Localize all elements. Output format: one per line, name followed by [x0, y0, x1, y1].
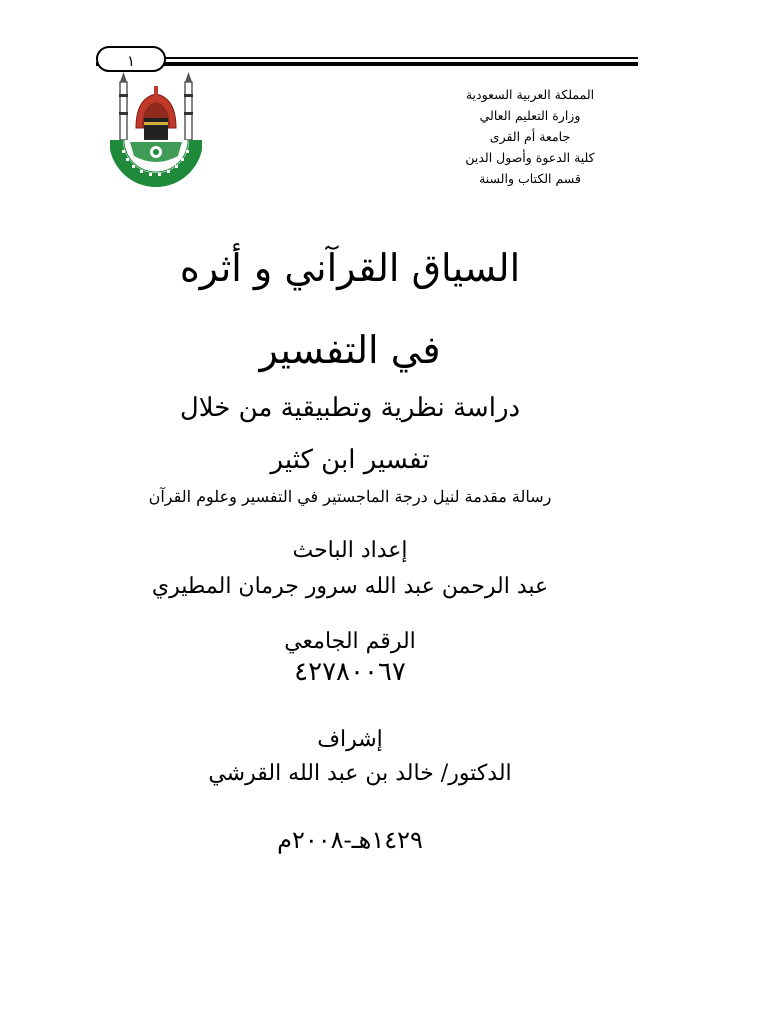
institution-line: كلية الدعوة وأصول الدين — [465, 150, 595, 165]
university-id-label: الرقم الجامعي — [284, 629, 416, 654]
supervision-label: إشراف — [317, 727, 383, 752]
institution-line: جامعة أم القرى — [489, 129, 571, 144]
thesis-subtitle-line-2: تفسير ابن كثير — [270, 445, 430, 475]
prepared-by-label: إعداد الباحث — [292, 538, 408, 563]
umm-al-qura-seal-icon — [110, 72, 202, 188]
institution-block — [420, 84, 640, 189]
date: ١٤٢٩هـ-٢٠٠٨م — [277, 826, 423, 854]
header-line-thick — [96, 62, 638, 66]
institution-line: المملكة العربية السعودية — [465, 87, 595, 102]
header-rule — [96, 57, 638, 66]
university-logo — [110, 72, 202, 188]
page-number: ١ — [96, 46, 166, 72]
thesis-subtitle-line-1: دراسة نظرية وتطبيقية من خلال — [179, 393, 521, 423]
researcher-name: عبد الرحمن عبد الله سرور جرمان المطيري — [151, 574, 549, 599]
supervisor-name: الدكتور/ خالد بن عبد الله القرشي — [208, 761, 512, 786]
degree-statement: رسالة مقدمة لنيل درجة الماجستير في التفسير وعلوم القرآن — [148, 487, 552, 506]
university-id-value: ٤٢٧٨٠٠٦٧ — [294, 657, 406, 687]
thesis-title-line-1: السياق القرآني و أثره — [179, 246, 521, 290]
thesis-title-line-2: في التفسير — [259, 328, 441, 372]
header-line-thin — [96, 57, 638, 59]
institution-line: قسم الكتاب والسنة — [479, 171, 581, 186]
institution-line: وزارة التعليم العالي — [479, 108, 581, 123]
